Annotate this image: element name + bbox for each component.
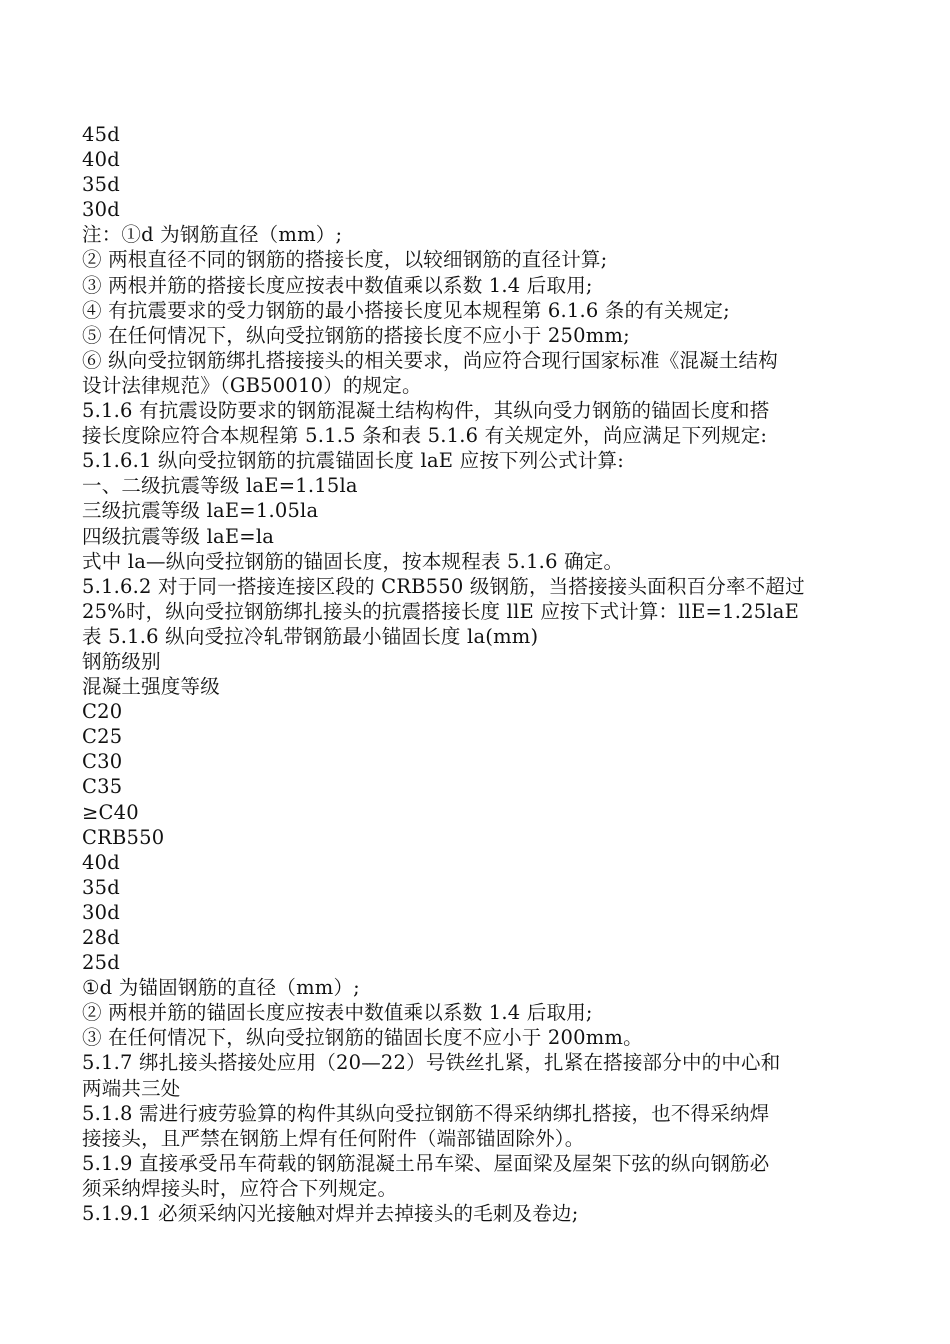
- table-cell: 35d: [82, 875, 120, 899]
- clause-line: 须采纳焊接头时，应符合下列规定。: [82, 1176, 398, 1200]
- note-line: ② 两根直径不同的钢筋的搭接长度，以较细钢筋的直径计算;: [82, 248, 608, 272]
- table-cell: 25d: [82, 951, 120, 975]
- table-cell: 混凝土强度等级: [82, 675, 220, 699]
- text-line: 30d: [82, 198, 120, 222]
- note-line: ⑥ 纵向受拉钢筋绑扎搭接接头的相关要求，尚应符合现行国家标准《混凝土结构: [82, 348, 778, 372]
- clause-line: 两端共三处: [82, 1076, 181, 1100]
- formula-line: 一、二级抗震等级 laE=1.15la: [82, 474, 358, 498]
- clause-line: 接长度除应符合本规程第 5.1.5 条和表 5.1.6 有关规定外，尚应满足下列规定:: [82, 424, 768, 448]
- clause-line: 接接头，且严禁在钢筋上焊有任何附件（端部锚固除外）。: [82, 1126, 585, 1150]
- note-line: ①d 为锚固钢筋的直径（mm）;: [82, 976, 360, 1000]
- clause-line: 5.1.8 需进行疲劳验算的构件其纵向受拉钢筋不得采纳绑扎搭接，也不得采纳焊: [82, 1101, 770, 1125]
- note-line: 注：①d 为钢筋直径（mm）;: [82, 223, 343, 247]
- clause-line: 5.1.6.2 对于同一搭接连接区段的 CRB550 级钢筋，当搭接接头面积百分率不超过: [82, 574, 805, 598]
- table-cell: ≥C40: [82, 800, 139, 824]
- table-cell: 28d: [82, 926, 120, 949]
- table-cell: C20: [82, 700, 123, 724]
- document-page: [82, 122, 872, 1226]
- note-line: ③ 在任何情况下，纵向受拉钢筋的锚固长度不应小于 200mm。: [82, 1026, 643, 1050]
- clause-line: 5.1.7 绑扎接头搭接处应用（20—22）号铁丝扎紧，扎紧在搭接部分中的中心和: [82, 1051, 781, 1075]
- table-cell: 钢筋级别: [82, 649, 161, 673]
- note-line: ④ 有抗震要求的受力钢筋的最小搭接长度见本规程第 6.1.6 条的有关规定;: [82, 298, 730, 322]
- clause-line: 5.1.6.1 纵向受拉钢筋的抗震锚固长度 laE 应按下列公式计算:: [82, 449, 624, 473]
- text-line: 35d: [82, 173, 120, 197]
- text-line: 45d: [82, 123, 120, 146]
- clause-line: 5.1.9 直接承受吊车荷载的钢筋混凝土吊车梁、屋面梁及屋架下弦的纵向钢筋必: [82, 1151, 770, 1175]
- text-line: 式中 la—纵向受拉钢筋的锚固长度，按本规程表 5.1.6 确定。: [82, 549, 624, 573]
- note-line: ③ 两根并筋的搭接长度应按表中数值乘以系数 1.4 后取用;: [82, 273, 593, 297]
- clause-line: 5.1.9.1 必须采纳闪光接触对焊并去掉接头的毛刺及卷边;: [82, 1202, 579, 1226]
- note-line: 设计法律规范》（GB50010）的规定。: [82, 373, 422, 397]
- note-line: ② 两根并筋的锚固长度应按表中数值乘以系数 1.4 后取用;: [82, 1001, 593, 1025]
- clause-line: 5.1.6 有抗震设防要求的钢筋混凝土结构构件，其纵向受力钢筋的锚固长度和搭: [82, 399, 770, 423]
- table-cell: 30d: [82, 900, 120, 924]
- table-cell: C30: [82, 750, 123, 774]
- table-cell: C35: [82, 775, 123, 799]
- formula-line: 四级抗震等级 laE=la: [82, 524, 275, 548]
- formula-line: 三级抗震等级 laE=1.05la: [82, 499, 319, 523]
- table-title: 表 5.1.6 纵向受拉冷轧带钢筋最小锚固长度 la(mm): [82, 624, 539, 648]
- text-line: 40d: [82, 148, 120, 172]
- table-cell: C25: [82, 725, 123, 749]
- table-cell: CRB550: [82, 825, 165, 849]
- clause-line: 25%时，纵向受拉钢筋绑扎接头的抗震搭接长度 llE 应按下式计算：llE=1.25laE: [82, 599, 800, 623]
- note-line: ⑤ 在任何情况下，纵向受拉钢筋的搭接长度不应小于 250mm;: [82, 323, 630, 347]
- table-cell: 40d: [82, 850, 120, 874]
